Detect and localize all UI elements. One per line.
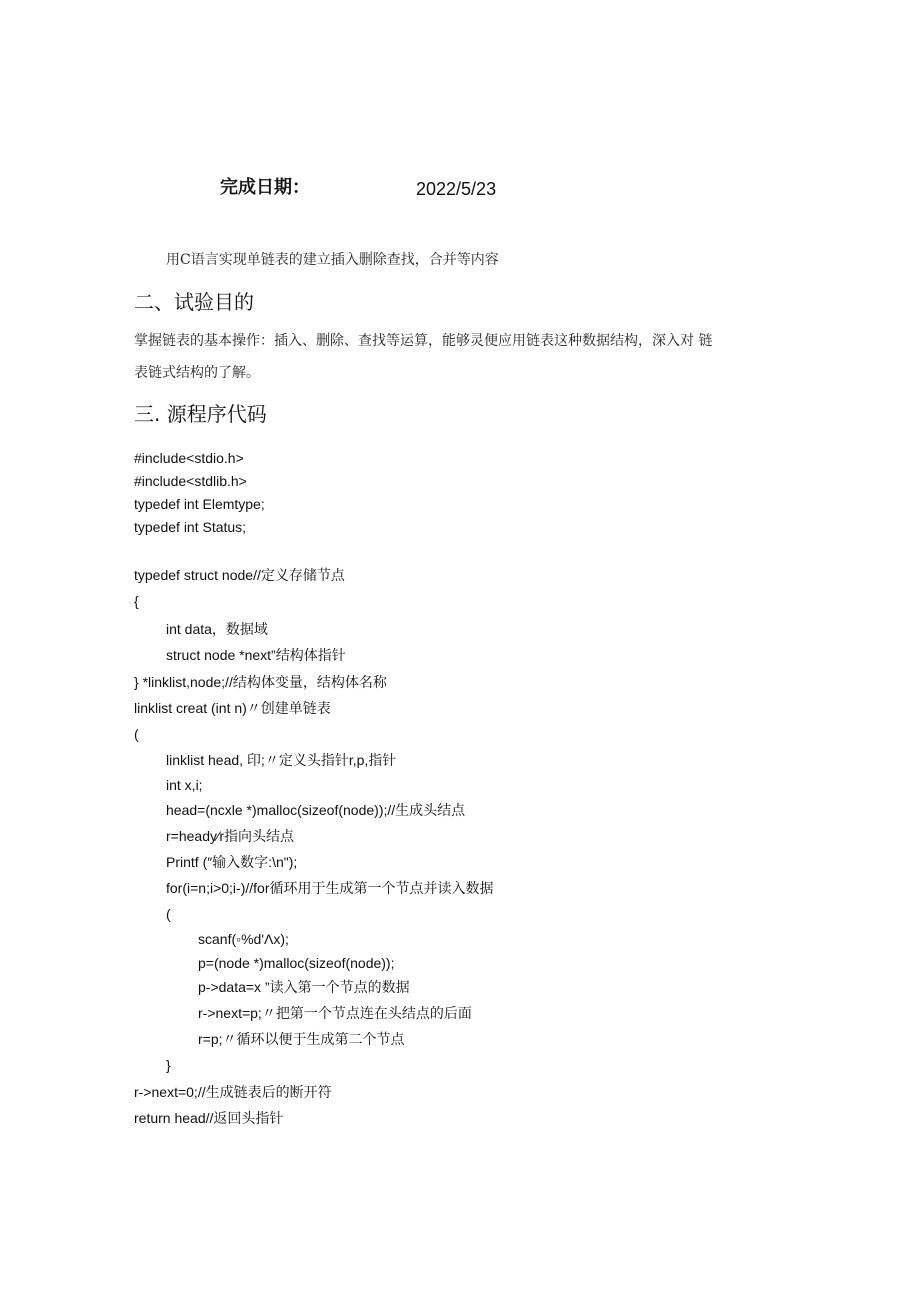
code-line: { [134,593,139,609]
code-line: } [166,1057,171,1073]
code-line: ( [166,906,171,922]
section-heading-source-code: 三. 源程序代码 [134,402,267,426]
code-line: struct node *next”结构体指针 [166,647,346,663]
code-line: scanf(◦%d'Λx); [198,931,289,947]
purpose-text-line-1: 掌握链表的基本操作：插入、删除、查找等运算，能够灵便应用链表这种数据结构，深入对 链 [134,333,713,349]
code-line: return head//返回头指针 [134,1110,284,1126]
code-line: p=(node *)malloc(sizeof(node)); [198,955,395,971]
code-line: #include<stdlib.h> [134,473,247,489]
intro-text: 用C语言实现单链表的建立插入删除查找，合并等内容 [166,252,499,268]
code-line: r->next=0;//生成链表后的断开符 [134,1084,332,1100]
code-line: typedef int Status; [134,519,247,535]
code-line: int data，数据域 [166,621,268,637]
code-line: Printf (″输入数字:\n"); [166,854,298,870]
code-line: for(i=n;i>0;i-)//for循环用于生成第一个节点并读入数据 [166,880,494,896]
code-line: typedef int Elemtype; [134,496,265,512]
code-line: r=p;〃循环以便于生成第二个节点 [198,1031,405,1047]
purpose-text-line-2: 表链式结构的了解。 [134,365,260,381]
completion-date-label: 完成日期： [220,177,310,198]
code-line: linklist creat (int n)〃创建单链表 [134,700,331,716]
code-line: head=(ncxle *)malloc(sizeof(node));//生成头结点 [166,802,466,818]
code-line: p->data=x ”读入第一个节点的数据 [198,979,410,995]
section-heading-purpose: 二、试验目的 [134,290,254,314]
code-line: ( [134,726,139,742]
code-line: linklist head, 印;〃定义头指针r,p,指针 [166,752,397,768]
code-line: r=heady⁄r指向头结点 [166,828,294,844]
code-line: #include<stdio.h> [134,450,244,466]
code-line: typedef struct node//定义存储节点 [134,567,345,583]
code-line: } *linklist,node;//结构体变量，结构体名称 [134,674,387,690]
code-line: r->next=p;〃把第一个节点连在头结点的后面 [198,1005,472,1021]
code-line: int x,i; [166,777,203,793]
completion-date-value: 2022/5/23 [416,179,497,199]
